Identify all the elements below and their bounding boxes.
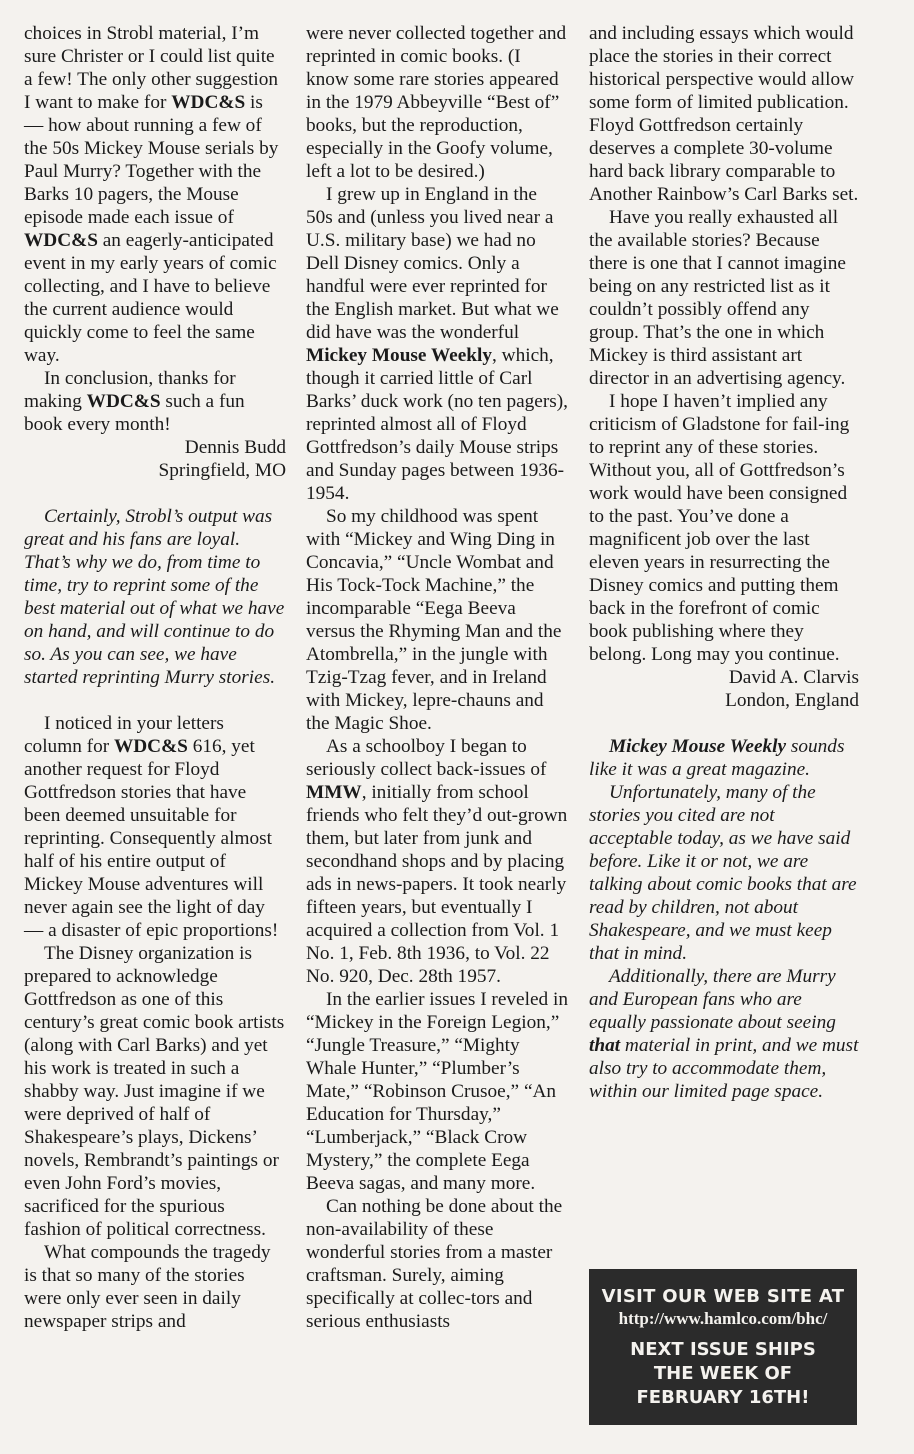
letter-paragraph: What compounds the tragedy is that so many of the stories were only ever seen in daily newspaper strips and [24, 1242, 271, 1332]
column-2 [306, 22, 568, 1333]
letter-paragraph: Can nothing be done about the non-availability of these wonderful stories from a master craftsman. Surely, aiming specifically at collec-tors and serious enthusiasts [306, 1196, 563, 1332]
letter-paragraph: Have you really exhausted all the available stories? Because there is one that I cannot imagine being on any restricted list as it couldn’t possibly offend any group. That’s the one in which Mickey is third assistant art director in an advertising agency. [589, 207, 846, 389]
editor-reply: Mickey Mouse Weekly sounds like it was a great magazine. [589, 736, 845, 780]
promo-visit-line: VISIT OUR WEB SITE AT [601, 1286, 845, 1307]
promo-box [589, 1269, 857, 1425]
letter-paragraph: I noticed in your letters column for WDC&S 616, yet another request for Floyd Gottfredson stories that have been deemed unsuitable for reprinting. Consequently almost half of his entire output of Mickey Mouse adventures will never again see the light of day — a disaster of epic proportions! [24, 713, 279, 941]
editor-reply: Unfortunately, many of the stories you cited are not acceptable today, as we have said before. Like it or not, we are talking about comic books that are read by children, not about Shakespeare, and we must keep that in mind. [589, 782, 857, 964]
editor-reply: Certainly, Strobl’s output was great and his fans are loyal. That’s why we do, from time to time, try to reprint some of the best material out of what we have on hand, and will continue to do so. As you can see, we have started reprinting Murry stories. [24, 506, 285, 688]
editor-reply: Additionally, there are Murry and European fans who are equally passionate about seeing that material in print, and we must also try to accommodate them, within our limited page space. [589, 966, 859, 1102]
signature-place: Springfield, MO [158, 460, 286, 481]
column-3 [589, 22, 859, 1103]
promo-next-issue: NEXT ISSUE SHIPS THE WEEK OF FEBRUARY 16TH! [630, 1339, 816, 1408]
letter-paragraph: In the earlier issues I reveled in “Mickey in the Foreign Legion,” “Jungle Treasure,” “Mighty Whale Hunter,” “Plumber’s Mate,” “Robinson Crusoe,” “An Education for Thursday,” “Lumberjack,” “Black Crow Mystery,” the complete Eega Beeva sagas, and many more. [306, 989, 568, 1194]
letter-paragraph: In conclusion, thanks for making WDC&S such a fun book every month! [24, 368, 245, 435]
signature-place: London, England [725, 690, 859, 711]
letter-paragraph: and including essays which would place the stories in their correct historical perspective would allow some form of limited publication. Floyd Gottfredson certainly deserves a complete 30-volume hard back library comparable to Another Rainbow’s Carl Barks set. [589, 23, 859, 205]
signature-name: David A. Clarvis [728, 667, 859, 688]
letter-paragraph: The Disney organization is prepared to acknowledge Gottfredson as one of this century’s great comic book artists (along with Carl Barks) and yet his work is treated in such a shabby way. Just imagine if we were deprived of half of Shakespeare’s plays, Dickens’ novels, Rembrandt’s paintings or even John Ford’s movies, sacrificed for the spurious fashion of political correctness. [24, 943, 285, 1240]
column-1 [24, 22, 286, 1333]
letter-paragraph: choices in Strobl material, I’m sure Christer or I could list quite a few! The only other suggestion I want to make for WDC&S is — how about running a few of the 50s Mickey Mouse serials by Paul Murry? Together with the Barks 10 pagers, the Mouse episode made each issue of WDC&S an eagerly-anticipated event in my early years of comic collecting, and I have to believe the current audience would quickly come to feel the same way. [24, 23, 279, 366]
signature-name: Dennis Budd [184, 437, 286, 458]
website-link[interactable]: http://www.hamlco.com/bhc/ [618, 1309, 828, 1328]
letter-paragraph: As a schoolboy I began to seriously collect back-issues of MMW, initially from school friends who felt they’d out-grown them, but later from junk and secondhand shops and by placing ads in news-papers. It took nearly fifteen years, but eventually I acquired a collection from Vol. 1 No. 1, Feb. 8th 1936, to Vol. 22 No. 920, Dec. 28th 1957. [306, 736, 568, 987]
letter-paragraph: I hope I haven’t implied any criticism of Gladstone for fail-ing to reprint any of these stories. Without you, all of Gottfredson’s work would have been consigned to the past. You’ve done a magnificent job over the last eleven years in resurrecting the Disney comics and putting them back in the forefront of comic book publishing where they belong. Long may you continue. [589, 391, 850, 665]
letter-paragraph: So my childhood was spent with “Mickey and Wing Ding in Concavia,” “Uncle Wombat and His Tock-Tock Machine,” the incomparable “Eega Beeva versus the Rhyming Man and the Atombrella,” in the jungle with Tzig-Tzag fever, and in Ireland with Mickey, lepre-chauns and the Magic Shoe. [306, 506, 562, 734]
letter-paragraph: I grew up in England in the 50s and (unless you lived near a U.S. military base) we had no Dell Disney comics. Only a handful were ever reprinted for the English market. But what we did have was the wonderful Mickey Mouse Weekly, which, though it carried little of Carl Barks’ duck work (no ten pagers), reprinted almost all of Floyd Gottfredson’s daily Mouse strips and Sunday pages between 1936-1954. [306, 184, 569, 504]
letter-paragraph: were never collected together and reprinted in comic books. (I know some rare stories appeared in the 1979 Abbeyville “Best of” books, but the reproduction, especially in the Goofy volume, left a lot to be desired.) [306, 23, 567, 182]
